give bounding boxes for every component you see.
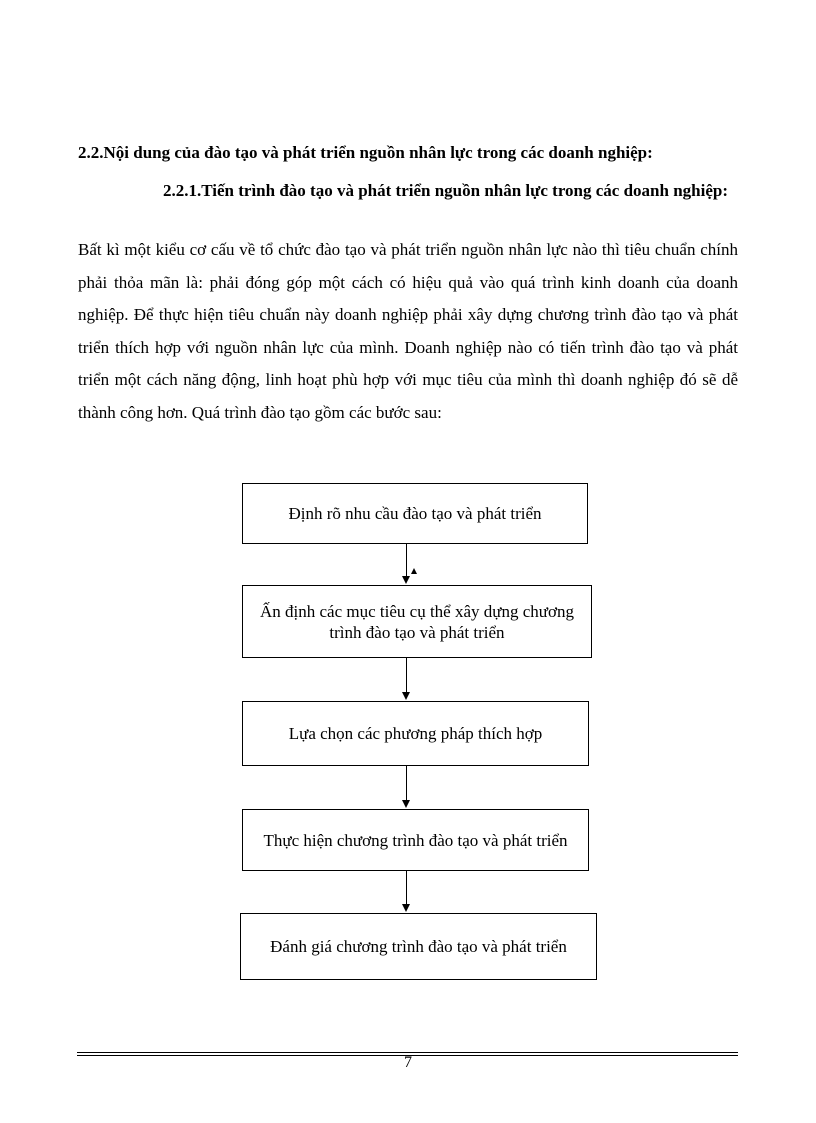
flow-arrow-1-head	[402, 576, 410, 584]
flowchart-step-1	[242, 483, 588, 544]
flow-arrow-4-line	[406, 871, 407, 904]
body-paragraph: Bất kì một kiểu cơ cấu về tổ chức đào tạo và phát triển nguồn nhân lực nào thì tiêu chuẩn chính phải thỏa mãn là: phải đóng góp một cách có hiệu quả vào quá trình kinh doanh của doanh nghiệp. Để thực hiện tiêu chuẩn này doanh nghiệp phải xây dựng chương trình đào tạo và phát triển thích hợp với nguồn nhân lực của mình. Doanh nghiệp nào có tiến trình đào tạo và phát triển một cách năng động, linh hoạt phù hợp với mục tiêu của mình thì doanh nghiệp đó sẽ dễ thành công hơn. Quá trình đào tạo gồm các bước sau:	[78, 240, 738, 422]
section-heading: 2.2.Nội dung của đào tạo và phát triển nguồn nhân lực trong các doanh nghiệp:	[78, 143, 653, 162]
flowchart-step-2-label: Ấn định các mục tiêu cụ thể xây dựng chương trình đào tạo và phát triển	[260, 601, 574, 642]
flowchart-step-3	[242, 701, 589, 766]
subsection-heading: 2.2.1.Tiến trình đào tạo và phát triển nguồn nhân lực trong các doanh nghiệp:	[163, 181, 729, 200]
flow-arrow-1-back-head	[411, 568, 417, 574]
flowchart-step-1-label: Định rõ nhu cầu đào tạo và phát triển	[288, 504, 542, 523]
flow-arrow-3-line	[406, 766, 407, 800]
flowchart-step-5-label: Đánh giá chương trình đào tạo và phát triển	[270, 937, 567, 956]
page-number: 7	[404, 1054, 412, 1071]
flowchart-step-5	[240, 913, 597, 980]
flow-arrow-2-head	[402, 692, 410, 700]
flowchart-step-4	[242, 809, 589, 871]
flow-arrow-1-line	[406, 544, 407, 576]
flowchart-step-3-label: Lựa chọn các phương pháp thích hợp	[288, 724, 543, 743]
flow-arrow-4-head	[402, 904, 410, 912]
flowchart-step-4-label: Thực hiện chương trình đào tạo và phát triển	[263, 830, 568, 850]
flow-arrow-3-head	[402, 800, 410, 808]
flowchart-step-2	[242, 585, 592, 658]
flow-arrow-2-line	[406, 658, 407, 692]
